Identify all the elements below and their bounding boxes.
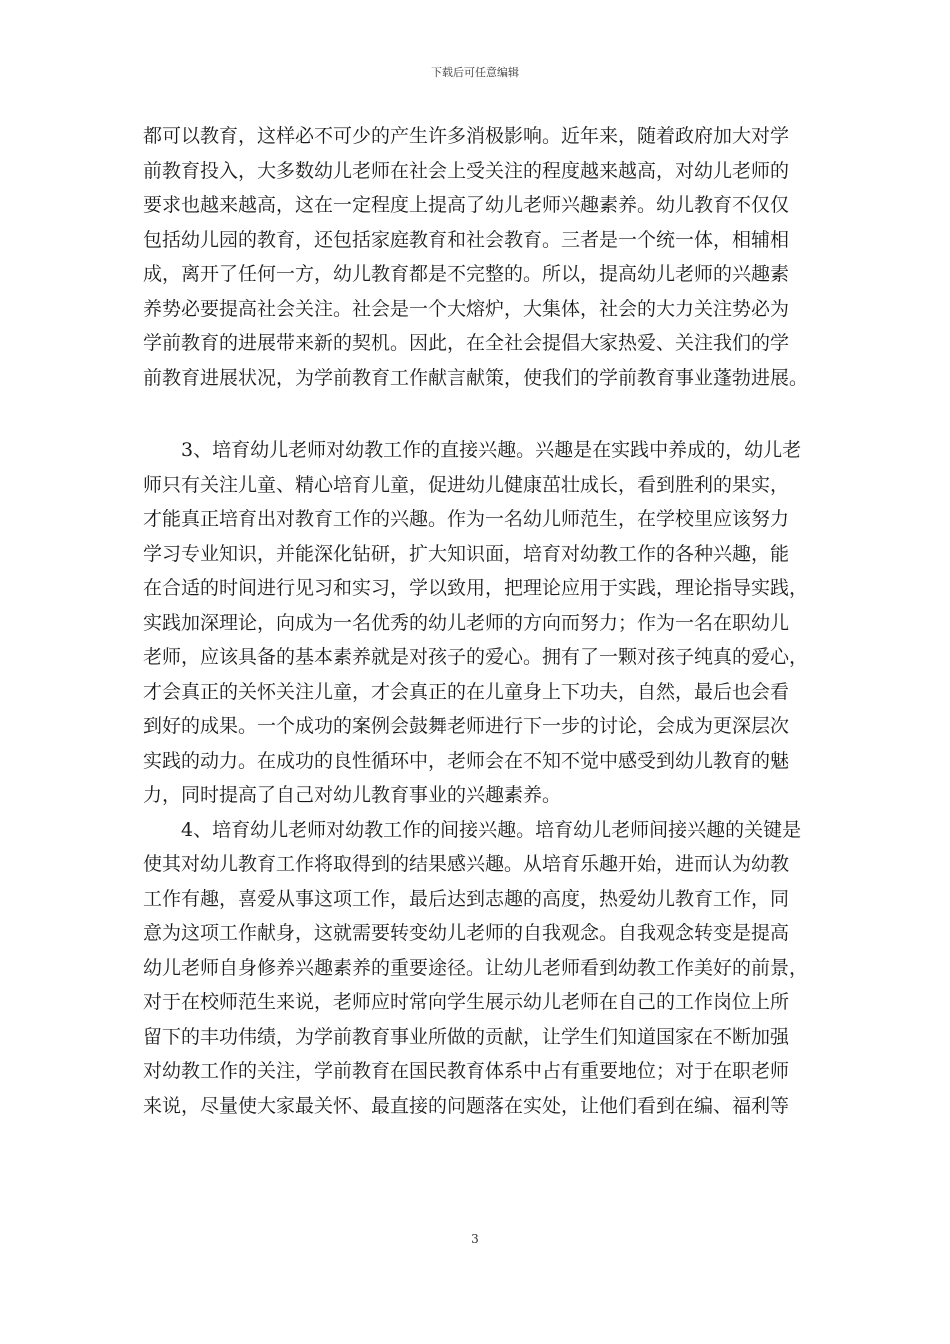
- text-line: 都可以教育，这样必不可少的产生许多消极影响。近年来，随着政府加大对学: [143, 125, 790, 147]
- text-line: 养势必要提高社会关注。社会是一个大熔炉，大集体，社会的大力关注势必为: [143, 297, 790, 320]
- text-line: 来说，尽量使大家最关怀、最直接的问题落在实处，让他们看到在编、福利等: [143, 1094, 790, 1117]
- text-line: 师只有关注儿童、精心培育儿童，促进幼儿健康茁壮成长，看到胜利的果实，: [143, 473, 790, 496]
- page-number: 3: [471, 1232, 479, 1246]
- text-line: 幼儿老师自身修养兴趣素养的重要途径。让幼儿老师看到幼教工作美好的前景，: [143, 956, 809, 979]
- text-line: 使其对幼儿教育工作将取得到的结果感兴趣。从培育乐趣开始，进而认为幼教: [143, 853, 790, 875]
- text-line: 前教育进展状况，为学前教育工作献言献策，使我们的学前教育事业蓬勃进展。: [143, 366, 809, 389]
- text-line: 包括幼儿园的教育，还包括家庭教育和社会教育。三者是一个统一体，相辅相: [143, 228, 790, 251]
- text-line: 实践加深理论，向成为一名优秀的幼儿老师的方向而努力；作为一名在职幼儿: [143, 611, 790, 634]
- paragraph-3: [143, 813, 807, 1124]
- text-line: 3、培育幼儿老师对幼教工作的直接兴趣。兴趣是在实践中养成的，幼儿老: [181, 439, 802, 461]
- text-line: 对幼教工作的关注，学前教育在国民教育体系中占有重要地位；对于在职老师: [143, 1060, 790, 1082]
- text-line: 对于在校师范生来说，老师应时常向学生展示幼儿老师在自己的工作岗位上所: [143, 991, 790, 1013]
- text-line: 学习专业知识，并能深化钻研，扩大知识面，培育对幼教工作的各种兴趣，能: [143, 542, 790, 565]
- paragraph-spacer: [143, 395, 807, 433]
- document-body: [143, 119, 807, 1123]
- text-line: 到好的成果。一个成功的案例会鼓舞老师进行下一步的讨论，会成为更深层次: [143, 715, 790, 737]
- text-line: 意为这项工作献身，这就需要转变幼儿老师的自我观念。自我观念转变是提高: [143, 922, 790, 944]
- text-line: 前教育投入，大多数幼儿老师在社会上受关注的程度越来越高，对幼儿老师的: [143, 159, 790, 182]
- text-line: 留下的丰功伟绩，为学前教育事业所做的贡献，让学生们知道国家在不断加强: [143, 1025, 790, 1048]
- text-line: 才能真正培育出对教育工作的兴趣。作为一名幼儿师范生，在学校里应该努力: [143, 508, 790, 530]
- text-line: 力，同时提高了自己对幼儿教育事业的兴趣素养。: [143, 784, 562, 806]
- text-line: 实践的动力。在成功的良性循环中，老师会在不知不觉中感受到幼儿教育的魅: [143, 749, 790, 772]
- text-line: 老师，应该具备的基本素养就是对孩子的爱心。拥有了一颗对孩子纯真的爱心，: [143, 646, 809, 668]
- text-line: 才会真正的关怀关注儿童，才会真正的在儿童身上下功夫，自然，最后也会看: [143, 680, 790, 703]
- text-line: 4、培育幼儿老师对幼教工作的间接兴趣。培育幼儿老师间接兴趣的关键是: [181, 818, 802, 841]
- page-header-note: 下载后可任意编辑: [431, 66, 519, 79]
- paragraph-1: [143, 119, 807, 395]
- text-line: 要求也越来越高，这在一定程度上提高了幼儿老师兴趣素养。幼儿教育不仅仅: [143, 194, 790, 216]
- text-line: 在合适的时间进行见习和实习，学以致用，把理论应用于实践，理论指导实践，: [143, 577, 809, 599]
- paragraph-2: [143, 433, 807, 813]
- text-line: 成，离开了任何一方，幼儿教育都是不完整的。所以，提高幼儿老师的兴趣素: [143, 263, 790, 285]
- text-line: 工作有趣，喜爱从事这项工作，最后达到志趣的高度，热爱幼儿教育工作，同: [143, 887, 790, 910]
- text-line: 学前教育的进展带来新的契机。因此，在全社会提倡大家热爱、关注我们的学: [143, 332, 790, 354]
